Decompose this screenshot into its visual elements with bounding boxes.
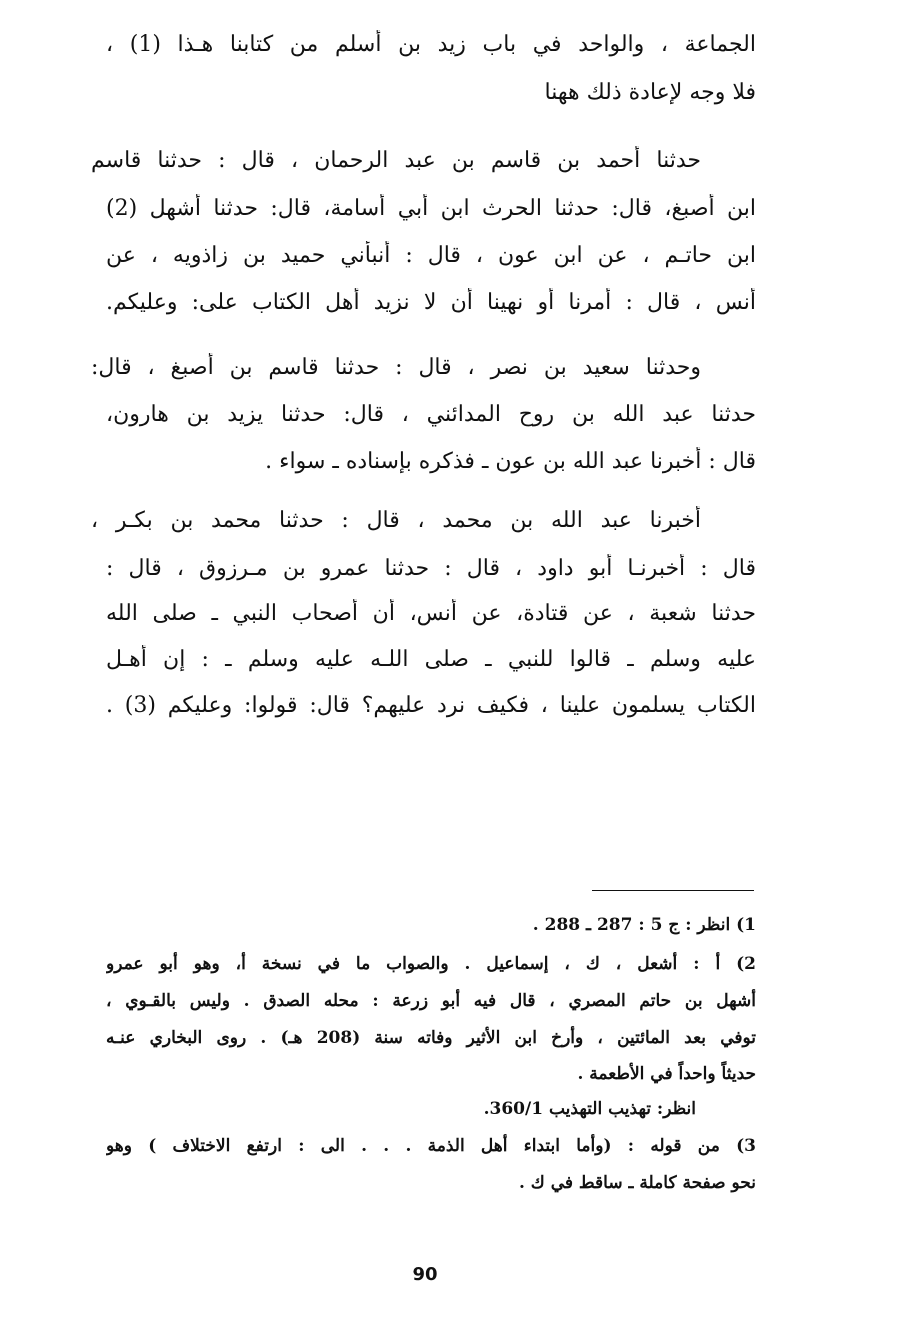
footnote-line: 3) من قوله : (وأما ابتداء أهل الذمة . . . الى : ارتفع الاختلاف ) وهو	[106, 1136, 756, 1156]
body-line: قال : أخبرنا عبد الله بن عون ـ فذكره بإسناده ـ سواء .	[265, 449, 756, 474]
body-line: حدثنا أحمد بن قاسم بن عبد الرحمان ، قال : حدثنا قاسم	[91, 148, 701, 173]
body-line: حدثنا شعبة ، عن قتادة، عن أنس، أن أصحاب النبي ـ صلى الله	[106, 601, 756, 626]
footnote-line: أشهل بن حاتم المصري ، قال فيه أبو زرعة : محله الصدق . وليس بالقـوي ،	[106, 991, 756, 1011]
body-line: وحدثنا سعيد بن نصر ، قال : حدثنا قاسم بن أصبغ ، قال:	[91, 355, 701, 380]
body-line: قال : أخبرنـا أبو داود ، قال : حدثنا عمرو بن مـرزوق ، قال :	[106, 556, 756, 581]
body-line: أخبرنا عبد الله بن محمد ، قال : حدثنا محمد بن بكـر ،	[91, 508, 701, 533]
page-number: 90	[412, 1264, 438, 1285]
footnote-line: توفي بعد المائتين ، وأرخ ابن الأثير وفاته سنة (208 هـ) . روى البخاري عنـه	[106, 1028, 756, 1048]
body-line: عليه وسلم ـ قالوا للنبي ـ صلى اللـه عليه وسلم ـ : إن أهـل	[106, 647, 756, 672]
body-line: أنس ، قال : أمرنا أو نهينا أن لا نزيد أهل الكتاب على: وعليكم.	[106, 290, 756, 315]
footnote-separator	[592, 890, 754, 891]
body-line: الكتاب يسلمون علينا ، فكيف نرد عليهم؟ قال: قولوا: وعليكم (3) .	[106, 693, 756, 718]
footnote-line: انظر: تهذيب التهذيب 360/1.	[483, 1099, 696, 1119]
footnote-line: حديثاً واحداً في الأطعمة .	[577, 1064, 756, 1084]
body-line: ابن أصبغ، قال: حدثنا الحرث ابن أبي أسامة، قال: حدثنا أشهل (2)	[106, 196, 756, 221]
body-line: حدثنا عبد الله بن روح المدائني ، قال: حدثنا يزيد بن هارون،	[106, 402, 756, 427]
footnote-line: نحو صفحة كاملة ـ ساقط في ك .	[518, 1173, 756, 1193]
body-line: فلا وجه لإعادة ذلك ههنا	[544, 80, 756, 105]
body-line: ابن حاتـم ، عن ابن عون ، قال : أنبأني حميد بن زاذويه ، عن	[106, 243, 756, 268]
footnote-line: 2) أ : أشعل ، ك ، إسماعيل . والصواب ما في نسخة أ، وهو أبو عمرو	[106, 954, 756, 974]
footnote-line: 1) انظر : ج 5 : 287 ـ 288 .	[532, 915, 756, 935]
body-line: الجماعة ، والواحد في باب زيد بن أسلم من كتابنا هـذا (1) ،	[106, 32, 756, 57]
